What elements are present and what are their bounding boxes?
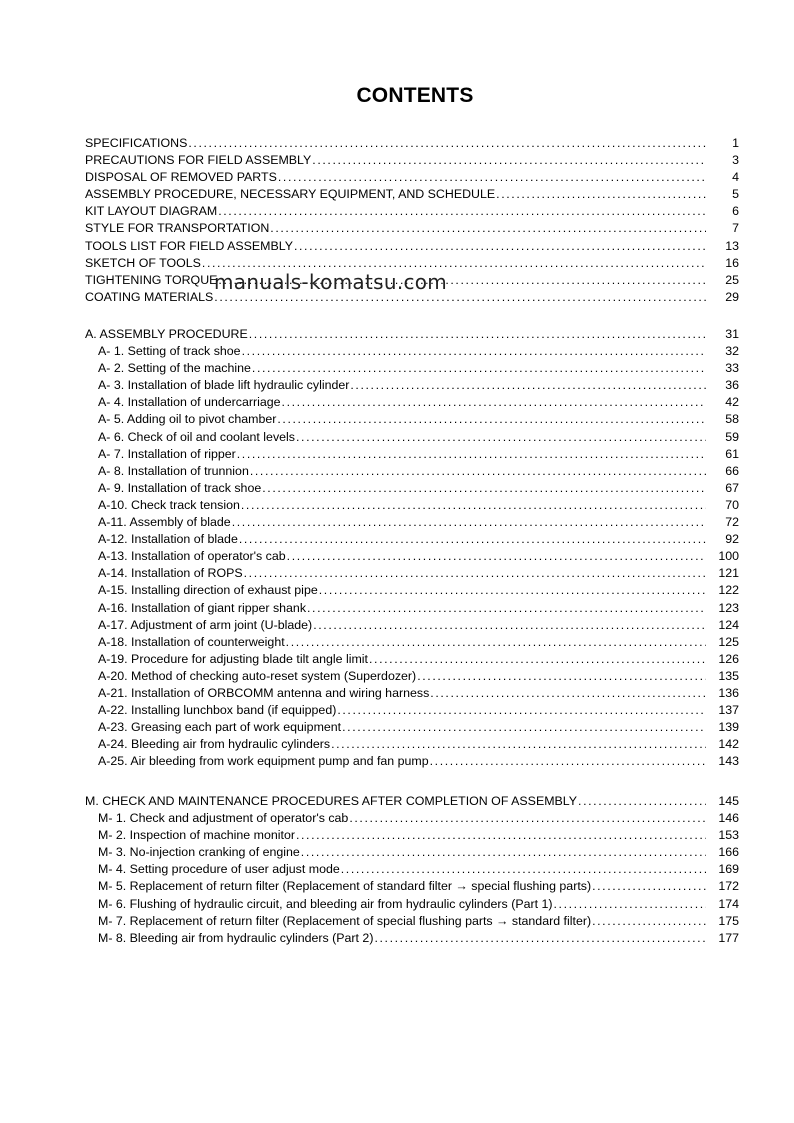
leader-dots: [349, 810, 706, 827]
toc-page-number: 6: [732, 204, 739, 219]
toc-entry[interactable]: [85, 827, 739, 844]
leader-dots: [282, 394, 706, 411]
toc-label: PRECAUTIONS FOR FIELD ASSEMBLY: [85, 153, 312, 168]
toc-entry[interactable]: [85, 668, 739, 685]
leader-dots: [430, 685, 706, 702]
toc-label: A- 8. Installation of trunnion: [98, 463, 249, 478]
toc-label: A-10. Check track tension: [98, 497, 240, 512]
toc-label: A- 9. Installation of track shoe: [98, 480, 262, 495]
toc-entry[interactable]: [85, 878, 739, 895]
toc-page-number: 33: [725, 361, 739, 376]
toc-page-number: 136: [718, 685, 739, 700]
page-title: CONTENTS: [356, 84, 474, 107]
toc-label: A- 6. Check of oil and coolant levels: [98, 429, 295, 444]
toc-page-number: 139: [718, 720, 739, 735]
toc-label: A- 2. Setting of the machine: [98, 361, 251, 376]
toc-section-heading[interactable]: [85, 793, 739, 810]
leader-dots: [319, 582, 706, 599]
toc-page-number: 125: [718, 634, 739, 649]
toc-page-number: 135: [718, 668, 739, 683]
toc-entry[interactable]: [85, 913, 739, 930]
toc-label: M- 8. Bleeding air from hydraulic cylinders (Part 2): [98, 930, 374, 945]
leader-dots: [578, 793, 706, 810]
leader-dots: [307, 600, 706, 617]
toc-label: A-14. Installation of ROPS: [98, 566, 243, 581]
toc-entry[interactable]: [85, 565, 739, 582]
leader-dots: [350, 377, 706, 394]
toc-label: A-21. Installation of ORBCOMM antenna and wiring harness: [98, 685, 430, 700]
leader-dots: [554, 896, 706, 913]
toc-label: A- 1. Setting of track shoe: [98, 344, 241, 359]
leader-dots: [252, 360, 706, 377]
toc-entry[interactable]: [85, 343, 739, 360]
toc-page-number: 29: [725, 289, 739, 304]
toc-entry[interactable]: [85, 497, 739, 514]
toc-page-number: 58: [725, 412, 739, 427]
toc-label: A-20. Method of checking auto-reset system (Superdozer): [98, 668, 417, 683]
toc-page-number: 61: [725, 446, 739, 461]
leader-dots: [313, 617, 706, 634]
toc-page-number: 67: [725, 480, 739, 495]
toc-entry[interactable]: [85, 844, 739, 861]
toc-section-m: [85, 793, 739, 947]
toc-page-number: 137: [718, 703, 739, 718]
toc-label: A- 4. Installation of undercarriage: [98, 395, 281, 410]
toc-section-heading[interactable]: [85, 326, 739, 343]
toc-entry[interactable]: [85, 169, 739, 186]
toc-entry[interactable]: [85, 651, 739, 668]
leader-dots: [241, 497, 706, 514]
toc-entry[interactable]: [85, 203, 739, 220]
toc-entry[interactable]: [85, 548, 739, 565]
toc-label: SPECIFICATIONS: [85, 136, 188, 150]
toc-page-number: 31: [725, 327, 739, 341]
toc-label: A-11. Assembly of blade: [98, 515, 231, 530]
toc-entry[interactable]: [85, 634, 739, 651]
toc-page-number: 25: [725, 272, 739, 287]
toc-label: M- 1. Check and adjustment of operator's cab: [98, 811, 349, 826]
leader-dots: [242, 343, 706, 360]
toc-entry[interactable]: [85, 736, 739, 753]
toc-label: A- 7. Installation of ripper: [98, 446, 236, 461]
toc-page-number: 175: [718, 913, 739, 928]
toc-page-number: 121: [718, 566, 739, 581]
leader-dots: [592, 878, 706, 895]
toc-page-number: 126: [718, 651, 739, 666]
toc-page-number: 142: [718, 737, 739, 752]
toc-label: A-12. Installation of blade: [98, 532, 238, 547]
toc-label: M- 4. Setting procedure of user adjust mode: [98, 862, 340, 877]
toc-page-number: 5: [732, 187, 739, 202]
leader-dots: [496, 186, 706, 203]
toc-label: M- 3. No-injection cranking of engine: [98, 845, 300, 860]
toc-label: A- 3. Installation of blade lift hydraulic cylinder: [98, 378, 350, 393]
toc-label: A-17. Adjustment of arm joint (U-blade): [98, 617, 313, 632]
leader-dots: [417, 668, 706, 685]
leader-dots: [592, 913, 706, 930]
toc-label: A-13. Installation of operator's cab: [98, 549, 286, 564]
toc-page-number: 122: [718, 583, 739, 598]
toc-entry[interactable]: [85, 480, 739, 497]
leader-dots: [287, 548, 706, 565]
toc-entry[interactable]: [85, 582, 739, 599]
toc-page-number: 16: [725, 255, 739, 270]
toc-entry[interactable]: [85, 531, 739, 548]
toc-entry[interactable]: [85, 896, 739, 913]
toc-page-number: 72: [725, 515, 739, 530]
toc-page-number: 100: [718, 549, 739, 564]
toc-page-number: 70: [725, 497, 739, 512]
leader-dots: [374, 930, 706, 947]
toc-entry[interactable]: [85, 514, 739, 531]
toc-page-number: 174: [718, 896, 739, 911]
toc-page-number: 177: [718, 930, 739, 945]
leader-dots: [277, 411, 706, 428]
leader-dots: [244, 565, 706, 582]
leader-dots: [296, 429, 706, 446]
toc-label: A-18. Installation of counterweight: [98, 634, 285, 649]
toc-entry[interactable]: [85, 753, 739, 770]
toc-entry[interactable]: [85, 702, 739, 719]
toc-page-number: 42: [725, 395, 739, 410]
toc-entry[interactable]: [85, 685, 739, 702]
toc-page-number: 59: [725, 429, 739, 444]
toc-page-number: 66: [725, 463, 739, 478]
toc-entry[interactable]: [85, 810, 739, 827]
toc-label: A-24. Bleeding air from hydraulic cylinders: [98, 737, 331, 752]
watermark: manuals-komatsu.com: [214, 270, 448, 294]
leader-dots: [301, 844, 706, 861]
toc-entry[interactable]: [85, 135, 739, 152]
leader-dots: [286, 634, 706, 651]
toc-label: M. CHECK AND MAINTENANCE PROCEDURES AFTER COMPLETION OF ASSEMBLY: [85, 794, 578, 808]
leader-dots: [337, 702, 706, 719]
toc-page-number: 143: [718, 754, 739, 769]
leader-dots: [294, 238, 706, 255]
toc-label: A-19. Procedure for adjusting blade tilt angle limit: [98, 651, 368, 666]
toc-label: A-23. Greasing each part of work equipment: [98, 720, 342, 735]
toc-entry[interactable]: [85, 377, 739, 394]
toc-entry[interactable]: [85, 600, 739, 617]
toc-page-number: 3: [732, 153, 739, 168]
toc-page-number: 124: [718, 617, 739, 632]
toc-entry[interactable]: [85, 186, 739, 203]
toc-entry[interactable]: [85, 617, 739, 634]
toc-label: TOOLS LIST FOR FIELD ASSEMBLY: [85, 238, 293, 253]
leader-dots: [270, 220, 706, 237]
toc-label: M- 2. Inspection of machine monitor: [98, 828, 295, 843]
toc-page-number: 32: [725, 344, 739, 359]
toc-page-number: 169: [718, 862, 739, 877]
toc-page-number: 4: [732, 170, 739, 185]
leader-dots: [262, 480, 706, 497]
toc-page-number: 145: [718, 794, 739, 808]
toc-entry[interactable]: [85, 861, 739, 878]
toc-page-number: 13: [725, 238, 739, 253]
leader-dots: [188, 135, 706, 152]
toc-label: TIGHTENING TORQUE: [85, 272, 218, 287]
toc-entry[interactable]: [85, 411, 739, 428]
toc-entry[interactable]: [85, 152, 739, 169]
toc-label: STYLE FOR TRANSPORTATION: [85, 221, 270, 236]
toc-entry[interactable]: [85, 463, 739, 480]
toc-label: M- 6. Flushing of hydraulic circuit, and bleeding air from hydraulic cylinders (Part 1): [98, 896, 553, 911]
toc-page-number: 166: [718, 845, 739, 860]
leader-dots: [296, 827, 706, 844]
toc-label: DISPOSAL OF REMOVED PARTS: [85, 170, 277, 185]
toc-page-number: 92: [725, 532, 739, 547]
leader-dots: [341, 861, 706, 878]
toc-section-a: [85, 326, 739, 770]
leader-dots: [430, 753, 706, 770]
toc-label: COATING MATERIALS: [85, 289, 214, 304]
toc-entry[interactable]: [85, 394, 739, 411]
toc-page-number: 1: [732, 136, 739, 150]
toc-page-number: 123: [718, 600, 739, 615]
leader-dots: [369, 651, 706, 668]
toc-entry[interactable]: [85, 429, 739, 446]
toc-entry[interactable]: [85, 360, 739, 377]
toc-label: A-15. Installing direction of exhaust pipe: [98, 583, 318, 598]
toc-label: KIT LAYOUT DIAGRAM: [85, 204, 218, 219]
leader-dots: [239, 531, 706, 548]
leader-dots: [278, 169, 706, 186]
toc-page-number: 7: [732, 221, 739, 236]
toc-page-number: 172: [718, 879, 739, 894]
toc-entry[interactable]: [85, 220, 739, 237]
leader-dots: [249, 326, 706, 343]
toc-entry[interactable]: [85, 238, 739, 255]
toc-page-number: 153: [718, 828, 739, 843]
leader-dots: [237, 446, 706, 463]
toc-label: A-16. Installation of giant ripper shank: [98, 600, 307, 615]
toc-label: SKETCH OF TOOLS: [85, 255, 201, 270]
toc-page-number: 146: [718, 811, 739, 826]
toc-label: A-25. Air bleeding from work equipment pump and fan pump: [98, 754, 429, 769]
toc-entry[interactable]: [85, 446, 739, 463]
leader-dots: [218, 203, 706, 220]
leader-dots: [312, 152, 706, 169]
toc-label: ASSEMBLY PROCEDURE, NECESSARY EQUIPMENT, AND SCHEDULE: [85, 187, 496, 202]
leader-dots: [250, 463, 706, 480]
toc-entry[interactable]: [85, 719, 739, 736]
leader-dots: [232, 514, 706, 531]
toc-label: A-22. Installing lunchbox band (if equipped): [98, 703, 337, 718]
toc-label: M- 5. Replacement of return filter (Replacement of standard filter → special flushing parts): [98, 879, 592, 894]
toc-entry[interactable]: [85, 930, 739, 947]
leader-dots: [331, 736, 706, 753]
toc-label: A. ASSEMBLY PROCEDURE: [85, 327, 248, 341]
leader-dots: [342, 719, 706, 736]
toc-label: M- 7. Replacement of return filter (Replacement of special flushing parts → standard filter): [98, 913, 592, 928]
toc-page-number: 36: [725, 378, 739, 393]
toc-label: A- 5. Adding oil to pivot chamber: [98, 412, 277, 427]
